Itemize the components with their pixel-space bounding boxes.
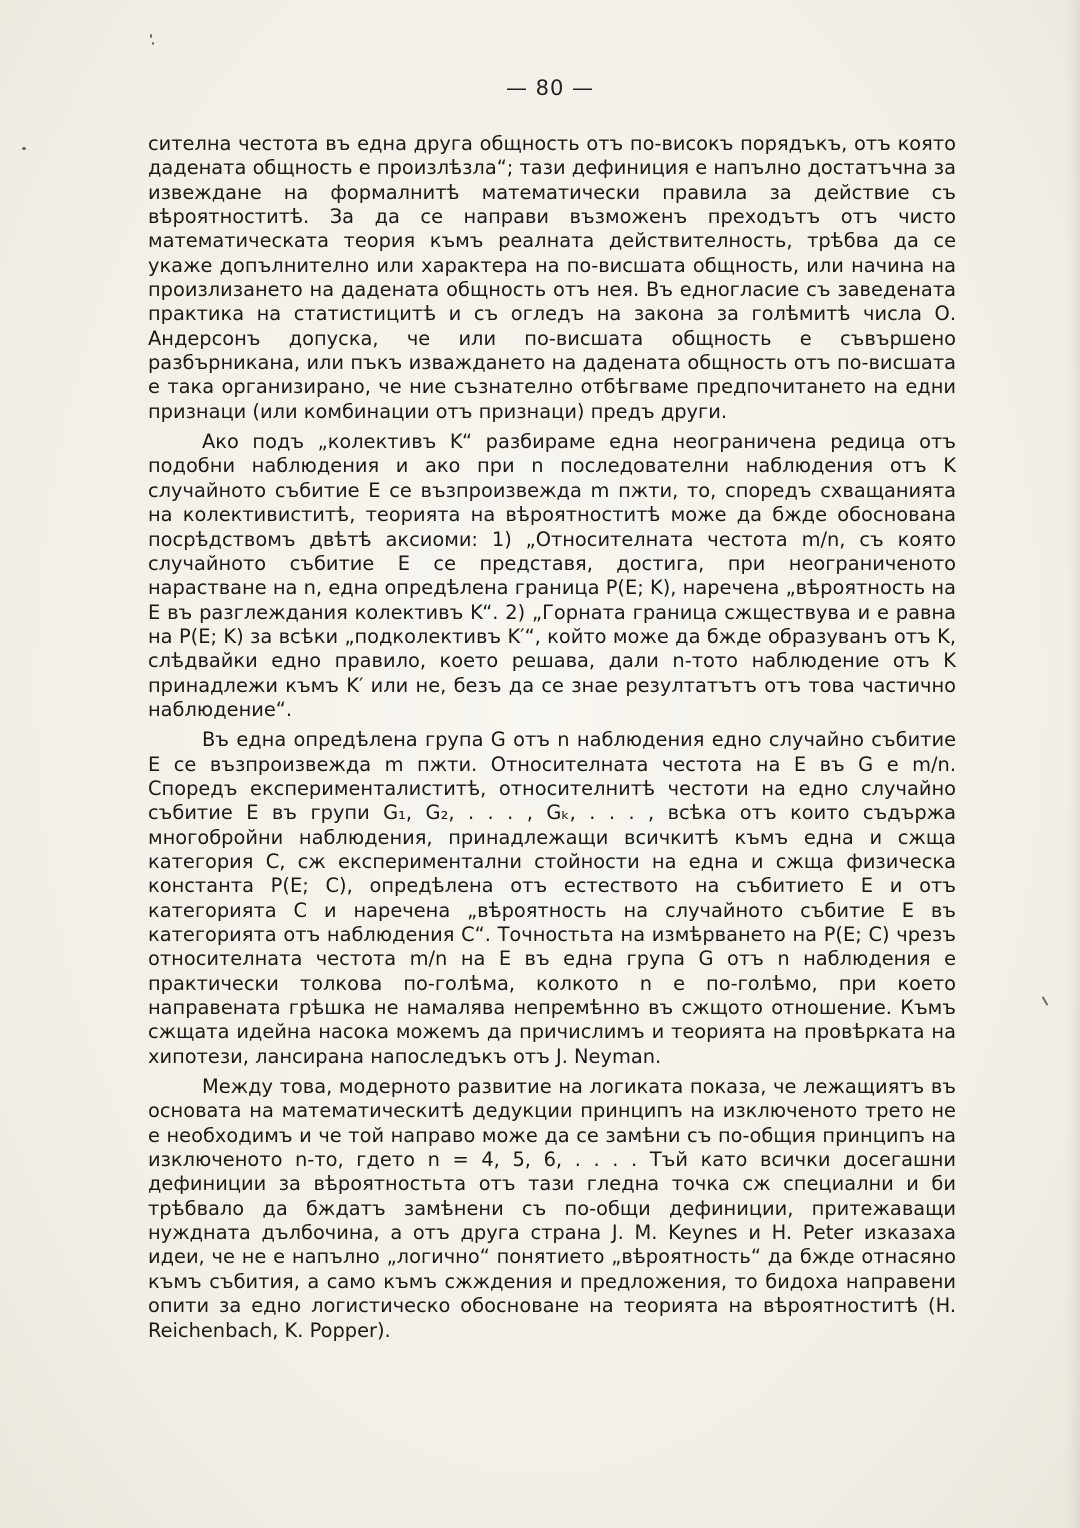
scan-speck	[22, 147, 26, 150]
page-number: — 80 —	[505, 76, 595, 100]
paragraph-2: Ако подъ „колективъ K“ разбираме една неограничена редица отъ подобни наблюдения и ако при n последователни наблюдения отъ K случайното събитие E се възпроизвежда m пжти, то, споредъ схващанията на колективиститѣ, теорията на вѣроятноститѣ може да бжде обоснована посрѣдствомъ двѣтѣ аксиоми: 1) „Относителната честота m/n, съ която случайното събитие E се представя, достига, при неограниченото нарастване на n, една опредѣлена граница P(E; K), наречена „вѣроятность на E въ разглеждания колективъ K“. 2) „Горната граница сжществува и е равна на P(E; K) за всѣки „подколективъ K′“, който може да бжде образуванъ отъ K, слѣдвайки едно правило, което решава, дали n-тото наблюдение отъ K принадлежи къмъ K′ или не, безъ да се знае резултатътъ отъ това частично наблюдение“.	[148, 430, 956, 721]
page-edge-shadow	[1066, 0, 1080, 1528]
body-text	[148, 132, 956, 1349]
scan-speck	[150, 34, 152, 38]
paragraph-1: сителна честота въ една друга общность отъ по-високъ порядъкъ, отъ която дадената общность е произлѣзла“; тази дефиниция е напълно достатъчна за извеждане на формалнитѣ математически правила за действие съ вѣроятноститѣ. За да се направи възможенъ преходътъ отъ чисто математическата теория къмъ реалната действителность, трѣбва да се укаже допълнително или характера на по-висшата общность, или начина на произлизането на дадената общность отъ нея. Въ едногласие съ заведената практика на статистицитѣ и съ огледъ на закона за голѣмитѣ числа О. Андерсонъ допуска, че или по-висшата общность е съвършено разбърникана, или пъкъ изваждането на дадената общность отъ по-висшата е така организирано, че ние съзнателно отбѣгваме предпочитането на едни признаци (или комбинации отъ признаци) предъ други.	[148, 132, 956, 423]
scan-speck	[1042, 996, 1049, 1006]
paragraph-3: Въ една опредѣлена група G отъ n наблюдения едно случайно събитие E се възпроизвежда m пжти. Относителната честота на E въ G е m/n. Споредъ експерименталиститѣ, относителнитѣ честоти на едно случайно събитие E въ групи G₁, G₂, . . . , Gₖ, . . . , всѣка отъ които съдържа многобройни наблюдения, принадлежащи всичкитѣ къмъ една и сжща категория C, сж експериментални стойности на една и сжща физическа константа P(E; C), опредѣлена отъ естеството на събитието E и отъ категорията C и наречена „вѣроятность на случайното събитие E въ категорията отъ наблюдения C“. Точностьта на измѣрването на P(E; C) чрезъ относителната честота m/n на E въ една група G отъ n наблюдения е практически толкова по-голѣма, колкото n е по-голѣмо, при което направената грѣшка не намалява непремѣнно въ сжщото отношение. Къмъ сжщата идейна насока можемъ да причислимъ и теорията на провѣрката на хипотези, лансирана напоследъкъ отъ J. Neyman.	[148, 728, 956, 1068]
scan-speck	[152, 42, 154, 45]
paragraph-4: Между това, модерното развитие на логиката показа, че лежащиятъ въ основата на математическитѣ дедукции принципъ на изключеното трето не е необходимъ и че той направо може да се замѣни съ по-общия принципъ на изключеното n-то, гдето n = 4, 5, 6, . . . . Тъй като всички досегашни дефиниции за вѣроятностьта отъ тази гледна точка сж специални и би трѣбвало да бждатъ замѣнени съ по-общи дефиниции, притежаващи нуждната дълбочина, а отъ друга страна J. M. Keynes и H. Peter изказаха идеи, че не е напълно „логично“ понятието „вѣроятность“ да бжде отнасяно къмъ събития, а само къмъ сжждения и предложения, то бидоха направени опити за едно логистическо обосноване на теорията на вѣроятноститѣ (H. Reichenbach, K. Popper).	[148, 1075, 956, 1342]
